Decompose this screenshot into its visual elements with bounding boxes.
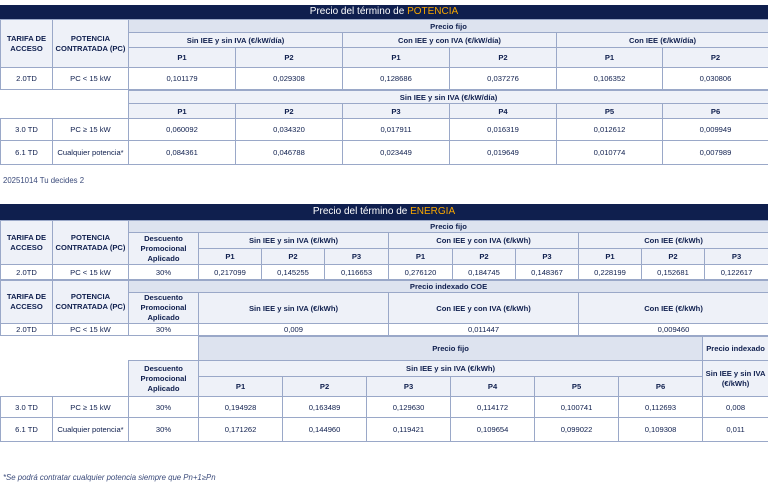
precio-indexado-header: Precio indexado bbox=[703, 337, 768, 361]
group-sin-iee: Sin IEE y sin IVA (€/kW/día) bbox=[129, 33, 343, 48]
tarifa-header: TARIFA DE ACCESO bbox=[1, 20, 53, 68]
period-label: P4 bbox=[451, 377, 535, 397]
group-sin-iee: Sin IEE y sin IVA (€/kWh) bbox=[199, 233, 389, 249]
indexado-cell: 0,011 bbox=[703, 418, 768, 442]
table-row bbox=[1, 141, 768, 165]
value-cell: 0,112693 bbox=[619, 397, 703, 418]
value-cell: 0,034320 bbox=[236, 119, 343, 141]
potencia-table-2td bbox=[0, 19, 768, 90]
table-row bbox=[1, 119, 768, 141]
period-label: P3 bbox=[516, 249, 579, 265]
value-cell: 0,084361 bbox=[129, 141, 236, 165]
precio-fijo-header: Precio fijo bbox=[129, 221, 768, 233]
value-cell: 0,023449 bbox=[343, 141, 450, 165]
period-label: P1 bbox=[389, 249, 453, 265]
period-label: P3 bbox=[705, 249, 768, 265]
value-cell: 0,184745 bbox=[453, 265, 516, 280]
value-cell: 0,144960 bbox=[283, 418, 367, 442]
period-label: P2 bbox=[236, 104, 343, 119]
period-label: P2 bbox=[262, 249, 325, 265]
period-label: P1 bbox=[199, 377, 283, 397]
tarifa-header: TARIFA DE ACCESO bbox=[1, 281, 53, 324]
value-cell: 0,046788 bbox=[236, 141, 343, 165]
potencia-title: Precio del término de POTENCIA bbox=[0, 5, 768, 19]
period-label: P1 bbox=[343, 48, 450, 68]
pc-cell: Cualquier potencia* bbox=[53, 418, 129, 442]
descuento-header: Descuento Promocional Aplicado bbox=[129, 293, 199, 324]
value-cell: 0,152681 bbox=[642, 265, 705, 280]
value-cell: 0,145255 bbox=[262, 265, 325, 280]
table-row bbox=[1, 324, 768, 336]
value-cell: 0,012612 bbox=[557, 119, 663, 141]
energia-table-six-periods bbox=[0, 336, 768, 442]
period-label: P1 bbox=[557, 48, 663, 68]
pc-cell: PC < 15 kW bbox=[53, 265, 129, 280]
value-cell: 0,100741 bbox=[535, 397, 619, 418]
group-con-iee: Con IEE (€/kW/día) bbox=[557, 33, 768, 48]
tarifa-cell: 2.0TD bbox=[1, 324, 53, 336]
potencia-header: POTENCIA CONTRATADA (PC) bbox=[53, 221, 129, 265]
value-cell: 0,099022 bbox=[535, 418, 619, 442]
potencia-header: POTENCIA CONTRATADA (PC) bbox=[53, 20, 129, 68]
value-cell: 0,019649 bbox=[450, 141, 557, 165]
period-label: P1 bbox=[579, 249, 642, 265]
value-cell: 0,011447 bbox=[389, 324, 579, 336]
value-cell: 0,009949 bbox=[663, 119, 768, 141]
descuento-cell: 30% bbox=[129, 418, 199, 442]
energia-section bbox=[0, 204, 768, 442]
value-cell: 0,228199 bbox=[579, 265, 642, 280]
indexado-header: Precio indexado COE bbox=[129, 281, 768, 293]
footnote: *Se podrá contratar cualquier potencia siempre que Pn+1≥Pn bbox=[3, 473, 216, 482]
tarifa-cell: 2.0TD bbox=[1, 265, 53, 280]
tarifa-cell: 3.0 TD bbox=[1, 119, 53, 141]
tarifa-header: TARIFA DE ACCESO bbox=[1, 221, 53, 265]
value-cell: 0,017911 bbox=[343, 119, 450, 141]
period-label: P2 bbox=[450, 48, 557, 68]
table-row bbox=[1, 397, 768, 418]
group-sin-iee-six: Sin IEE y sin IVA (€/kWh) bbox=[199, 361, 703, 377]
descuento-cell: 30% bbox=[129, 265, 199, 280]
value-cell: 0,148367 bbox=[516, 265, 579, 280]
group-con-iee-iva: Con IEE y con IVA (€/kWh) bbox=[389, 293, 579, 324]
group-con-iee-iva: Con IEE y con IVA (€/kW/día) bbox=[343, 33, 557, 48]
energia-table-2td bbox=[0, 220, 768, 280]
period-label: P1 bbox=[129, 104, 236, 119]
table-row bbox=[1, 418, 768, 442]
value-cell: 0,276120 bbox=[389, 265, 453, 280]
value-cell: 0,163489 bbox=[283, 397, 367, 418]
energia-title: Precio del término de ENERGIA bbox=[0, 204, 768, 220]
pc-cell: PC ≥ 15 kW bbox=[53, 119, 129, 141]
period-label: P5 bbox=[535, 377, 619, 397]
value-cell: 0,171262 bbox=[199, 418, 283, 442]
tarifa-cell: 6.1 TD bbox=[1, 418, 53, 442]
descuento-cell: 30% bbox=[129, 324, 199, 336]
period-label: P2 bbox=[236, 48, 343, 68]
period-label: P1 bbox=[129, 48, 236, 68]
descuento-header: Descuento Promocional Aplicado bbox=[129, 361, 199, 397]
descuento-header: Descuento Promocional Aplicado bbox=[129, 233, 199, 265]
table-row bbox=[1, 68, 768, 90]
period-label: P5 bbox=[557, 104, 663, 119]
value-cell: 0,119421 bbox=[367, 418, 451, 442]
value-cell: 0,122617 bbox=[705, 265, 768, 280]
value-cell: 0,101179 bbox=[129, 68, 236, 90]
value-cell: 0,109654 bbox=[451, 418, 535, 442]
potencia-header: POTENCIA CONTRATADA (PC) bbox=[53, 281, 129, 324]
value-cell: 0,129630 bbox=[367, 397, 451, 418]
descuento-cell: 30% bbox=[129, 397, 199, 418]
precio-fijo-header: Precio fijo bbox=[199, 337, 703, 361]
tarifa-cell: 3.0 TD bbox=[1, 397, 53, 418]
period-label: P1 bbox=[199, 249, 262, 265]
pc-cell: PC < 15 kW bbox=[53, 324, 129, 336]
group-sin-iee-six: Sin IEE y sin IVA (€/kW/día) bbox=[129, 91, 768, 104]
group-con-iee: Con IEE (€/kWh) bbox=[579, 233, 768, 249]
potencia-table-six-periods bbox=[0, 90, 768, 165]
period-label: P4 bbox=[450, 104, 557, 119]
period-label: P3 bbox=[343, 104, 450, 119]
period-label: P2 bbox=[453, 249, 516, 265]
table-row bbox=[1, 265, 768, 280]
value-cell: 0,109308 bbox=[619, 418, 703, 442]
tarifa-cell: 2.0TD bbox=[1, 68, 53, 90]
energia-table-indexado bbox=[0, 280, 768, 336]
period-label: P6 bbox=[663, 104, 768, 119]
group-con-iee-iva: Con IEE y con IVA (€/kWh) bbox=[389, 233, 579, 249]
value-cell: 0,009 bbox=[199, 324, 389, 336]
pc-cell: PC < 15 kW bbox=[53, 68, 129, 90]
value-cell: 0,116653 bbox=[325, 265, 389, 280]
group-con-iee: Con IEE (€/kWh) bbox=[579, 293, 768, 324]
indexado-cell: 0,008 bbox=[703, 397, 768, 418]
period-label: P6 bbox=[619, 377, 703, 397]
period-label: P2 bbox=[663, 48, 768, 68]
indexado-subheader: Sin IEE y sin IVA (€/kWh) bbox=[703, 361, 768, 397]
potencia-section bbox=[0, 5, 768, 165]
period-label: P3 bbox=[367, 377, 451, 397]
value-cell: 0,106352 bbox=[557, 68, 663, 90]
period-label: P3 bbox=[325, 249, 389, 265]
group-sin-iee: Sin IEE y sin IVA (€/kWh) bbox=[199, 293, 389, 324]
period-label: P2 bbox=[283, 377, 367, 397]
value-cell: 0,060092 bbox=[129, 119, 236, 141]
value-cell: 0,029308 bbox=[236, 68, 343, 90]
value-cell: 0,010774 bbox=[557, 141, 663, 165]
period-label: P2 bbox=[642, 249, 705, 265]
value-cell: 0,194928 bbox=[199, 397, 283, 418]
value-cell: 0,128686 bbox=[343, 68, 450, 90]
document-code: 20251014 Tu decides 2 bbox=[3, 176, 85, 185]
pc-cell: Cualquier potencia* bbox=[53, 141, 129, 165]
value-cell: 0,007989 bbox=[663, 141, 768, 165]
value-cell: 0,009460 bbox=[579, 324, 768, 336]
value-cell: 0,016319 bbox=[450, 119, 557, 141]
value-cell: 0,217099 bbox=[199, 265, 262, 280]
pc-cell: PC ≥ 15 kW bbox=[53, 397, 129, 418]
precio-fijo-header: Precio fijo bbox=[129, 20, 768, 33]
tarifa-cell: 6.1 TD bbox=[1, 141, 53, 165]
value-cell: 0,037276 bbox=[450, 68, 557, 90]
value-cell: 0,030806 bbox=[663, 68, 768, 90]
value-cell: 0,114172 bbox=[451, 397, 535, 418]
